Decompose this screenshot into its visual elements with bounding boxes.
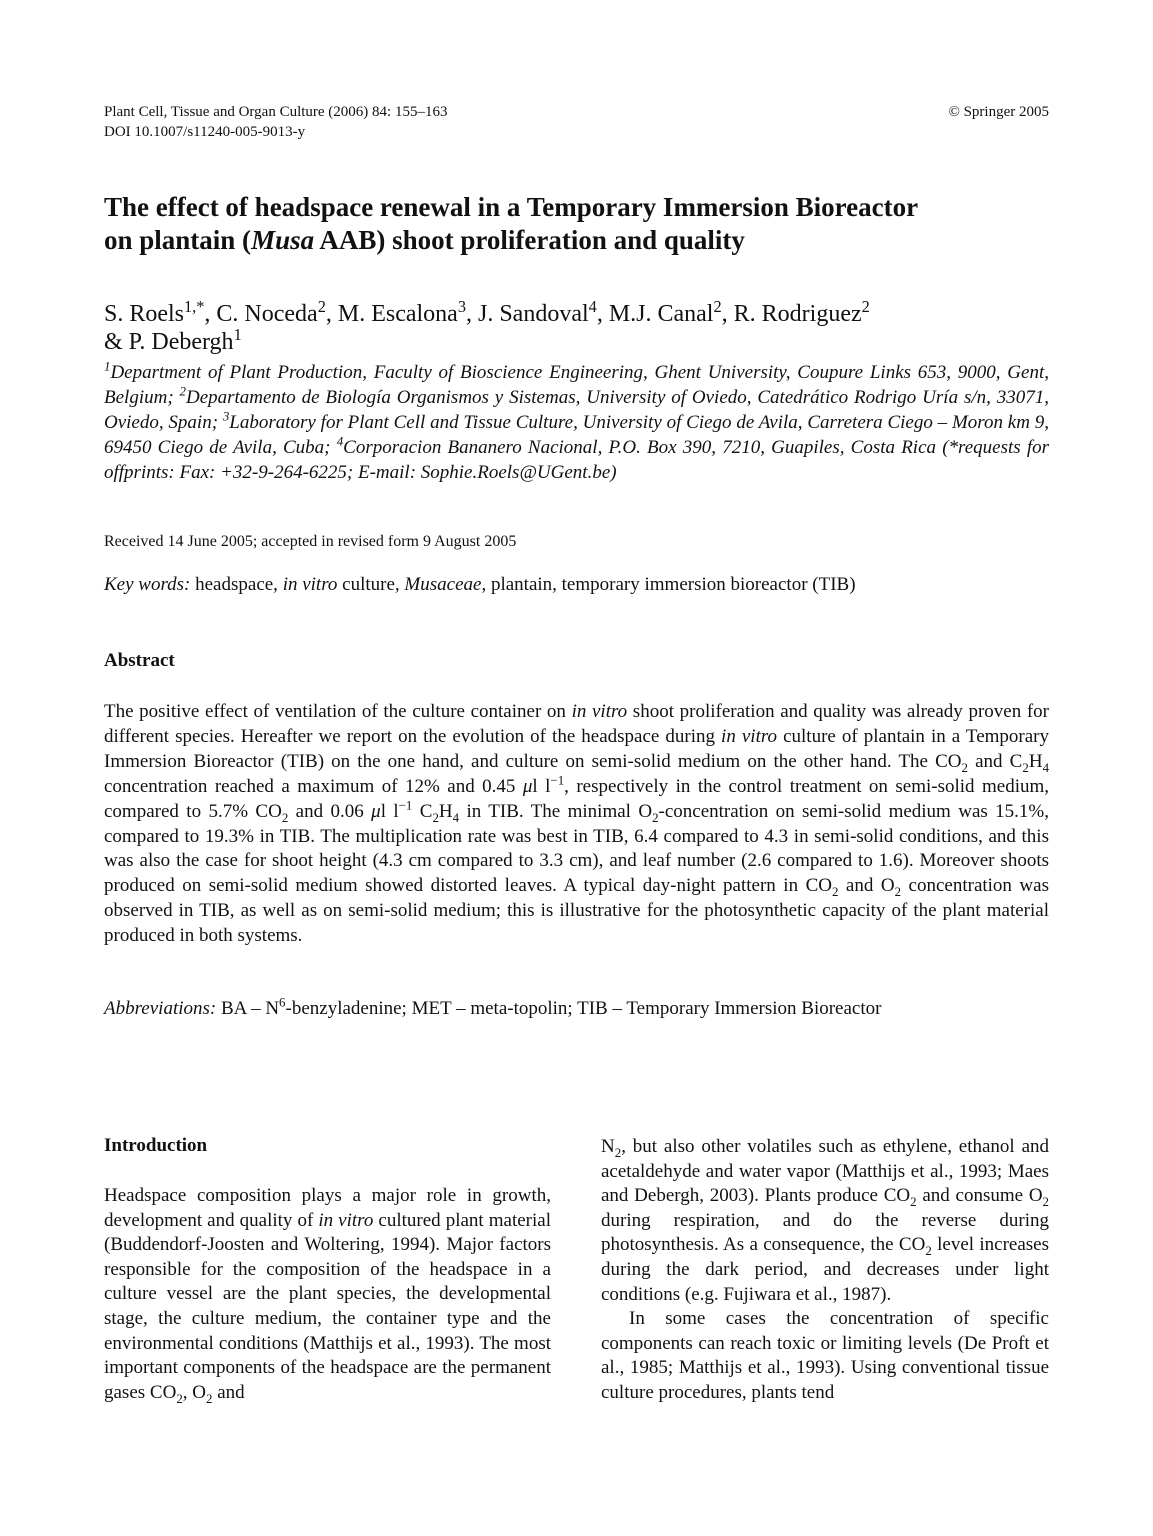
title-line-1: The effect of headspace renewal in a Temporary Immersion Bioreactor xyxy=(104,192,919,222)
author: M.J. Canal$^2$, xyxy=(608,297,734,327)
journal-citation: Plant Cell, Tissue and Organ Culture (2006) 84: 155–163 xyxy=(104,104,448,120)
intro-left-column xyxy=(104,1184,551,1405)
author: S. Roels$^{1,*}$, xyxy=(104,297,217,327)
doi: DOI 10.1007/s11240-005-9013-y xyxy=(104,124,306,140)
copyright: © Springer 2005 xyxy=(948,104,1049,120)
author: J. Sandoval$^4$, xyxy=(477,297,609,327)
affiliations: $^1$Department of Plant Production, Faculty of Bioscience Engineering, Ghent University, Coupure Links 653, 9000, Gent, Belgium; $^2$Departamento de Biología Organismos y Sistemas, University of Oviedo, Catedrático Rodrigo Uría s/n, 33071, Oviedo, Spain; $^3$Laboratory for Plant Cell and Tissue Culture, University of Ciego de Avila, Carretera Ciego – Moron km 9, 69450 Ciego de Avila, Cuba; $^4$Corporacion Bananero Nacional, P.O. Box 390, 7210, Guapiles, Costa Rica (*requests for offprints: Fax: +32-9-264-6225; E-mail: Sophie.Roels@UGent.be) xyxy=(104,358,1050,483)
author: R. Rodriguez$^2$ xyxy=(733,297,870,327)
abbreviations: Abbreviations: BA – $N^6$-benzyladenine; MET – meta-topolin; TIB – Temporary Immersion Bioreactor xyxy=(104,994,882,1019)
keywords: Key words: headspace, in vitro culture, Musaceae, plantain, temporary immersion bioreactor (TIB) xyxy=(104,574,856,595)
paper-title xyxy=(104,191,1049,257)
running-header xyxy=(104,102,447,142)
author: C. Noceda$^2$, xyxy=(216,297,338,327)
author-line-1 xyxy=(104,297,1049,328)
genus-name: Musa xyxy=(251,225,315,255)
abstract-text: The positive effect of ventilation of the culture container on in vitro shoot proliferation and quality was already proven for different species. Hereafter we report on the evolution of the headspace during in vitro culture of plantain in a Temporary Immersion Bioreactor (TIB) on the one hand, and culture on semi-solid medium on the other hand. The $CO_2$ and $C_2H_4$ concentration reached a maximum of 12% and 0.45 μl $l^{-1}$, respectively in the control treatment on semi-solid medium, compared to 5.7% $CO_2$ and 0.06 μl $l^{-1}$ $C_2H_4$ in TIB. The minimal $O_2$-concentration on semi-solid medium was 15.1%, compared to 19.3% in TIB. The multiplication rate was best in TIB, 6.4 compared to 4.3 in semi-solid conditions, and this was also the case for shoot height (4.3 cm compared to 3.3 cm), and leaf number (2.6 compared to 1.6). Moreover shoots produced on semi-solid medium showed distorted leaves. A typical day-night pattern in $CO_2$ and $O_2$ concentration was observed in TIB, as well as on semi-solid medium; this is illustrative for the photosynthetic capacity of the plant material produced in both systems. xyxy=(104,701,1050,947)
intro-paragraph: $N_2$, but also other volatiles such as ethylene, ethanol and acetaldehyde and water vapor (Matthijs et al., 1993; Maes and Debergh, 2003). Plants produce $CO_2$ and consume $O_2$ during respiration, and do the reverse during photosynthesis. As a consequence, the $CO_2$ level increases during the dark period, and decreases under light conditions (e.g. Fujiwara et al., 1987). xyxy=(601,1136,1049,1305)
keywords-label: Key words: xyxy=(104,574,191,595)
received-dates: Received 14 June 2005; accepted in revised form 9 August 2005 xyxy=(104,533,517,550)
introduction-heading: Introduction xyxy=(104,1135,208,1156)
intro-paragraph: In some cases the concentration of specific components can reach toxic or limiting levels (De Proft et al., 1985; Matthijs et al., 1993). Using conventional tissue culture procedures, plants tend xyxy=(601,1308,1049,1403)
abstract-heading: Abstract xyxy=(104,650,175,671)
intro-paragraph: Headspace composition plays a major role in growth, development and quality of in vitro cultured plant material (Buddendorf-Joosten and Woltering, 1994). Major factors responsible for the composition of the headspace in a culture vessel are the plant species, the developmental stage, the culture medium, the container type and the environmental conditions (Matthijs et al., 1993). The most important components of the headspace are the permanent gases $CO_2$, $O_2$ and xyxy=(104,1185,551,1406)
author-line-2: & P. Debergh$^1$ xyxy=(104,325,242,355)
author: M. Escalona$^3$, xyxy=(337,297,478,327)
title-line-2: on plantain (Musa AAB) shoot proliferation and quality xyxy=(104,225,745,255)
intro-right-column xyxy=(601,1135,1049,1406)
abbreviations-label: Abbreviations: xyxy=(104,998,217,1019)
author-list xyxy=(104,297,1049,356)
